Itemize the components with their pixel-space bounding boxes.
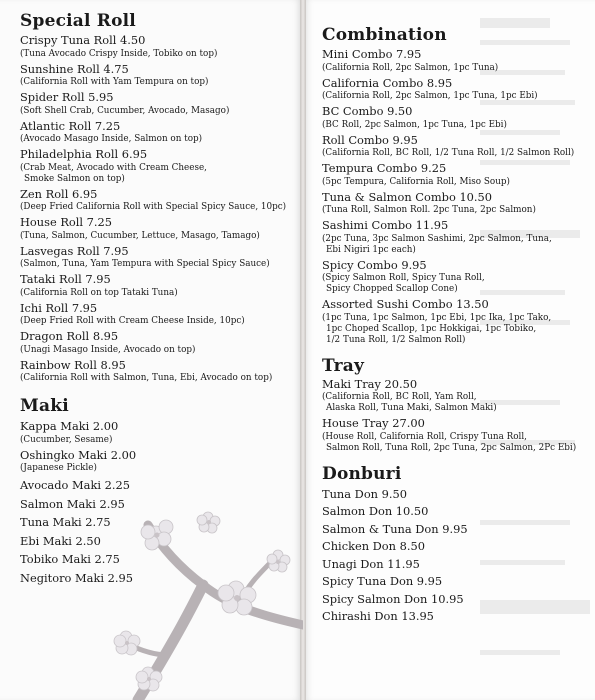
menu-item xyxy=(20,215,298,242)
item-name: Spicy Combo 9.95 xyxy=(322,257,427,272)
menu-item xyxy=(322,190,592,217)
item-name: Sashimi Combo 11.95 xyxy=(322,218,449,232)
item-name: Tuna Maki 2.75 xyxy=(20,515,111,529)
item-desc: 1/2 Tuna Roll, 1/2 Salmon Roll) xyxy=(326,334,466,345)
item-name: Ichi Roll 7.95 xyxy=(20,300,98,315)
item-desc: (California Roll, BC Roll, Yam Roll, xyxy=(322,392,477,402)
menu-item xyxy=(20,33,298,60)
item-desc: (Tuna Roll, Salmon Roll. 2pc Tuna, 2pc Salmon) xyxy=(322,205,536,215)
item-name: Salmon Don 10.50 xyxy=(322,504,429,518)
item-desc: Spicy Chopped Scallop Cone) xyxy=(326,284,458,294)
menu-item xyxy=(20,90,298,117)
item-name: Chicken Don 8.50 xyxy=(322,539,425,553)
item-desc: (Unagi Masago Inside, Avocado on top) xyxy=(20,344,196,355)
item-name: BC Combo 9.50 xyxy=(322,104,413,118)
menu-item xyxy=(20,515,298,531)
item-name: Zen Roll 6.95 xyxy=(20,186,98,201)
menu-item xyxy=(322,218,592,256)
menu-item xyxy=(20,497,298,513)
menu-item xyxy=(20,329,298,356)
item-desc: Smoke Salmon on top) xyxy=(24,173,125,184)
menu-item xyxy=(322,47,592,74)
item-name: Philadelphia Roll 6.95 xyxy=(20,147,148,161)
item-desc: (2pc Tuna, 3pc Salmon Sashimi, 2pc Salmon, Tuna, xyxy=(322,233,552,244)
menu-item xyxy=(20,419,298,446)
menu-item xyxy=(322,377,592,415)
menu-item xyxy=(322,133,592,160)
item-name: Tuna Don 9.50 xyxy=(322,486,407,501)
menu-item xyxy=(322,76,592,103)
item-name: Crispy Tuna Roll 4.50 xyxy=(20,33,146,47)
item-desc: (California Roll with Salmon, Tuna, Ebi, Avocado on top) xyxy=(20,373,273,383)
menu-item xyxy=(322,539,592,555)
item-desc: Ebi Nigiri 1pc each) xyxy=(326,244,416,255)
section-title-special-roll: Special Roll xyxy=(20,11,136,31)
item-name: Tempura Combo 9.25 xyxy=(322,161,447,175)
menu-item xyxy=(20,147,298,185)
menu-item xyxy=(322,557,592,573)
item-name: Tobiko Maki 2.75 xyxy=(20,552,120,566)
menu-item xyxy=(20,301,298,328)
item-name: Maki Tray 20.50 xyxy=(322,376,418,391)
menu-item xyxy=(20,358,298,385)
item-name: Mini Combo 7.95 xyxy=(322,47,422,61)
menu-item xyxy=(20,552,298,568)
item-desc: Salmon Roll, Tuna Roll, 2pc Tuna, 2pc Salmon, 2Pc Ebi) xyxy=(326,442,577,453)
item-name: Sunshine Roll 4.75 xyxy=(20,61,129,76)
item-desc: Alaska Roll, Tuna Maki, Salmon Maki) xyxy=(326,403,497,413)
item-desc: (Tuna, Salmon, Cucumber, Lettuce, Masago, Tamago) xyxy=(20,230,260,241)
item-name: Chirashi Don 13.95 xyxy=(322,609,434,623)
menu-item xyxy=(322,592,592,608)
item-name: Lasvegas Roll 7.95 xyxy=(20,243,129,258)
item-name: Avocado Maki 2.25 xyxy=(20,478,130,492)
item-desc: (California Roll on top Tataki Tuna) xyxy=(20,287,178,298)
item-desc: (Crab Meat, Avocado with Cream Cheese, xyxy=(20,162,207,173)
item-desc: (Soft Shell Crab, Cucumber, Avocado, Masago) xyxy=(20,105,230,116)
item-desc: (BC Roll, 2pc Salmon, 1pc Tuna, 1pc Ebi) xyxy=(322,119,507,130)
menu-item xyxy=(322,258,592,296)
item-name: Negitoro Maki 2.95 xyxy=(20,570,133,585)
item-name: Tataki Roll 7.95 xyxy=(20,272,111,286)
item-name: Tuna & Salmon Combo 10.50 xyxy=(322,189,493,204)
combination-list xyxy=(322,47,592,346)
menu-item xyxy=(20,448,298,475)
item-name: Kappa Maki 2.00 xyxy=(20,419,119,433)
menu-item xyxy=(322,609,592,625)
item-desc: (California Roll with Yam Tempura on top) xyxy=(20,77,209,87)
item-name: Spicy Salmon Don 10.95 xyxy=(322,591,464,606)
item-name: House Tray 27.00 xyxy=(322,416,425,430)
right-column xyxy=(322,25,592,625)
item-name: House Roll 7.25 xyxy=(20,215,113,229)
donburi-list xyxy=(322,487,592,625)
menu-item xyxy=(322,104,592,131)
item-name: Dragon Roll 8.95 xyxy=(20,329,119,343)
section-title-donburi: Donburi xyxy=(322,463,402,484)
maki-list xyxy=(20,419,298,586)
section-title-maki: Maki xyxy=(20,396,69,416)
item-desc: (House Roll, California Roll, Crispy Tuna Roll, xyxy=(322,431,527,442)
item-name: Spider Roll 5.95 xyxy=(20,90,114,104)
item-desc: (5pc Tempura, California Roll, Miso Soup) xyxy=(322,176,510,187)
menu-item xyxy=(20,244,298,271)
section-title-tray: Tray xyxy=(322,355,365,376)
item-desc: (California Roll, BC Roll, 1/2 Tuna Roll, 1/2 Salmon Roll) xyxy=(322,148,575,158)
menu-item xyxy=(322,504,592,520)
item-desc: 1pc Choped Scallop, 1pc Hokkigai, 1pc Tobiko, xyxy=(326,323,537,334)
menu-item xyxy=(20,534,298,550)
menu-item xyxy=(322,416,592,454)
menu-item xyxy=(322,297,592,346)
item-name: Assorted Sushi Combo 13.50 xyxy=(322,297,489,311)
menu-item xyxy=(322,522,592,538)
item-name: Salmon & Tuna Don 9.95 xyxy=(322,521,468,536)
section-title-combination: Combination xyxy=(322,25,447,45)
menu-item xyxy=(20,272,298,299)
item-name: Atlantic Roll 7.25 xyxy=(20,118,121,133)
item-name: California Combo 8.95 xyxy=(322,75,453,90)
menu-item xyxy=(322,574,592,590)
item-desc: (Deep Fried Roll with Cream Cheese Inside, 10pc) xyxy=(20,316,245,326)
item-desc: (California Roll, 2pc Salmon, 1pc Tuna) xyxy=(322,62,499,73)
menu-item xyxy=(20,62,298,89)
item-desc: (California Roll, 2pc Salmon, 1pc Tuna, 1pc Ebi) xyxy=(322,91,538,101)
item-desc: (Deep Fried California Roll with Special Spicy Sauce, 10pc) xyxy=(20,202,287,212)
item-desc: (Spicy Salmon Roll, Spicy Tuna Roll, xyxy=(322,273,485,283)
item-name: Roll Combo 9.95 xyxy=(322,132,418,147)
menu-item xyxy=(20,571,298,587)
left-column xyxy=(20,11,298,586)
special-roll-list xyxy=(20,33,298,384)
tray-list xyxy=(322,377,592,454)
menu-item xyxy=(20,119,298,146)
item-desc: (Tuna Avocado Crispy Inside, Tobiko on top) xyxy=(20,48,218,59)
menu-item xyxy=(20,187,298,214)
item-desc: (Japanese Pickle) xyxy=(20,463,97,473)
item-name: Oshingko Maki 2.00 xyxy=(20,447,137,462)
item-desc: (1pc Tuna, 1pc Salmon, 1pc Ebi, 1pc Ika, 1pc Tako, xyxy=(322,312,552,323)
item-name: Unagi Don 11.95 xyxy=(322,556,420,571)
item-name: Ebi Maki 2.50 xyxy=(20,533,101,548)
menu-item xyxy=(322,487,592,503)
item-desc: (Salmon, Tuna, Yam Tempura with Special Spicy Sauce) xyxy=(20,259,270,269)
menu-item xyxy=(20,478,298,494)
item-name: Rainbow Roll 8.95 xyxy=(20,357,126,372)
item-name: Spicy Tuna Don 9.95 xyxy=(322,574,443,588)
item-name: Salmon Maki 2.95 xyxy=(20,496,125,511)
menu-item xyxy=(322,161,592,188)
item-desc: (Cucumber, Sesame) xyxy=(20,434,113,445)
item-desc: (Avocado Masago Inside, Salmon on top) xyxy=(20,134,203,144)
